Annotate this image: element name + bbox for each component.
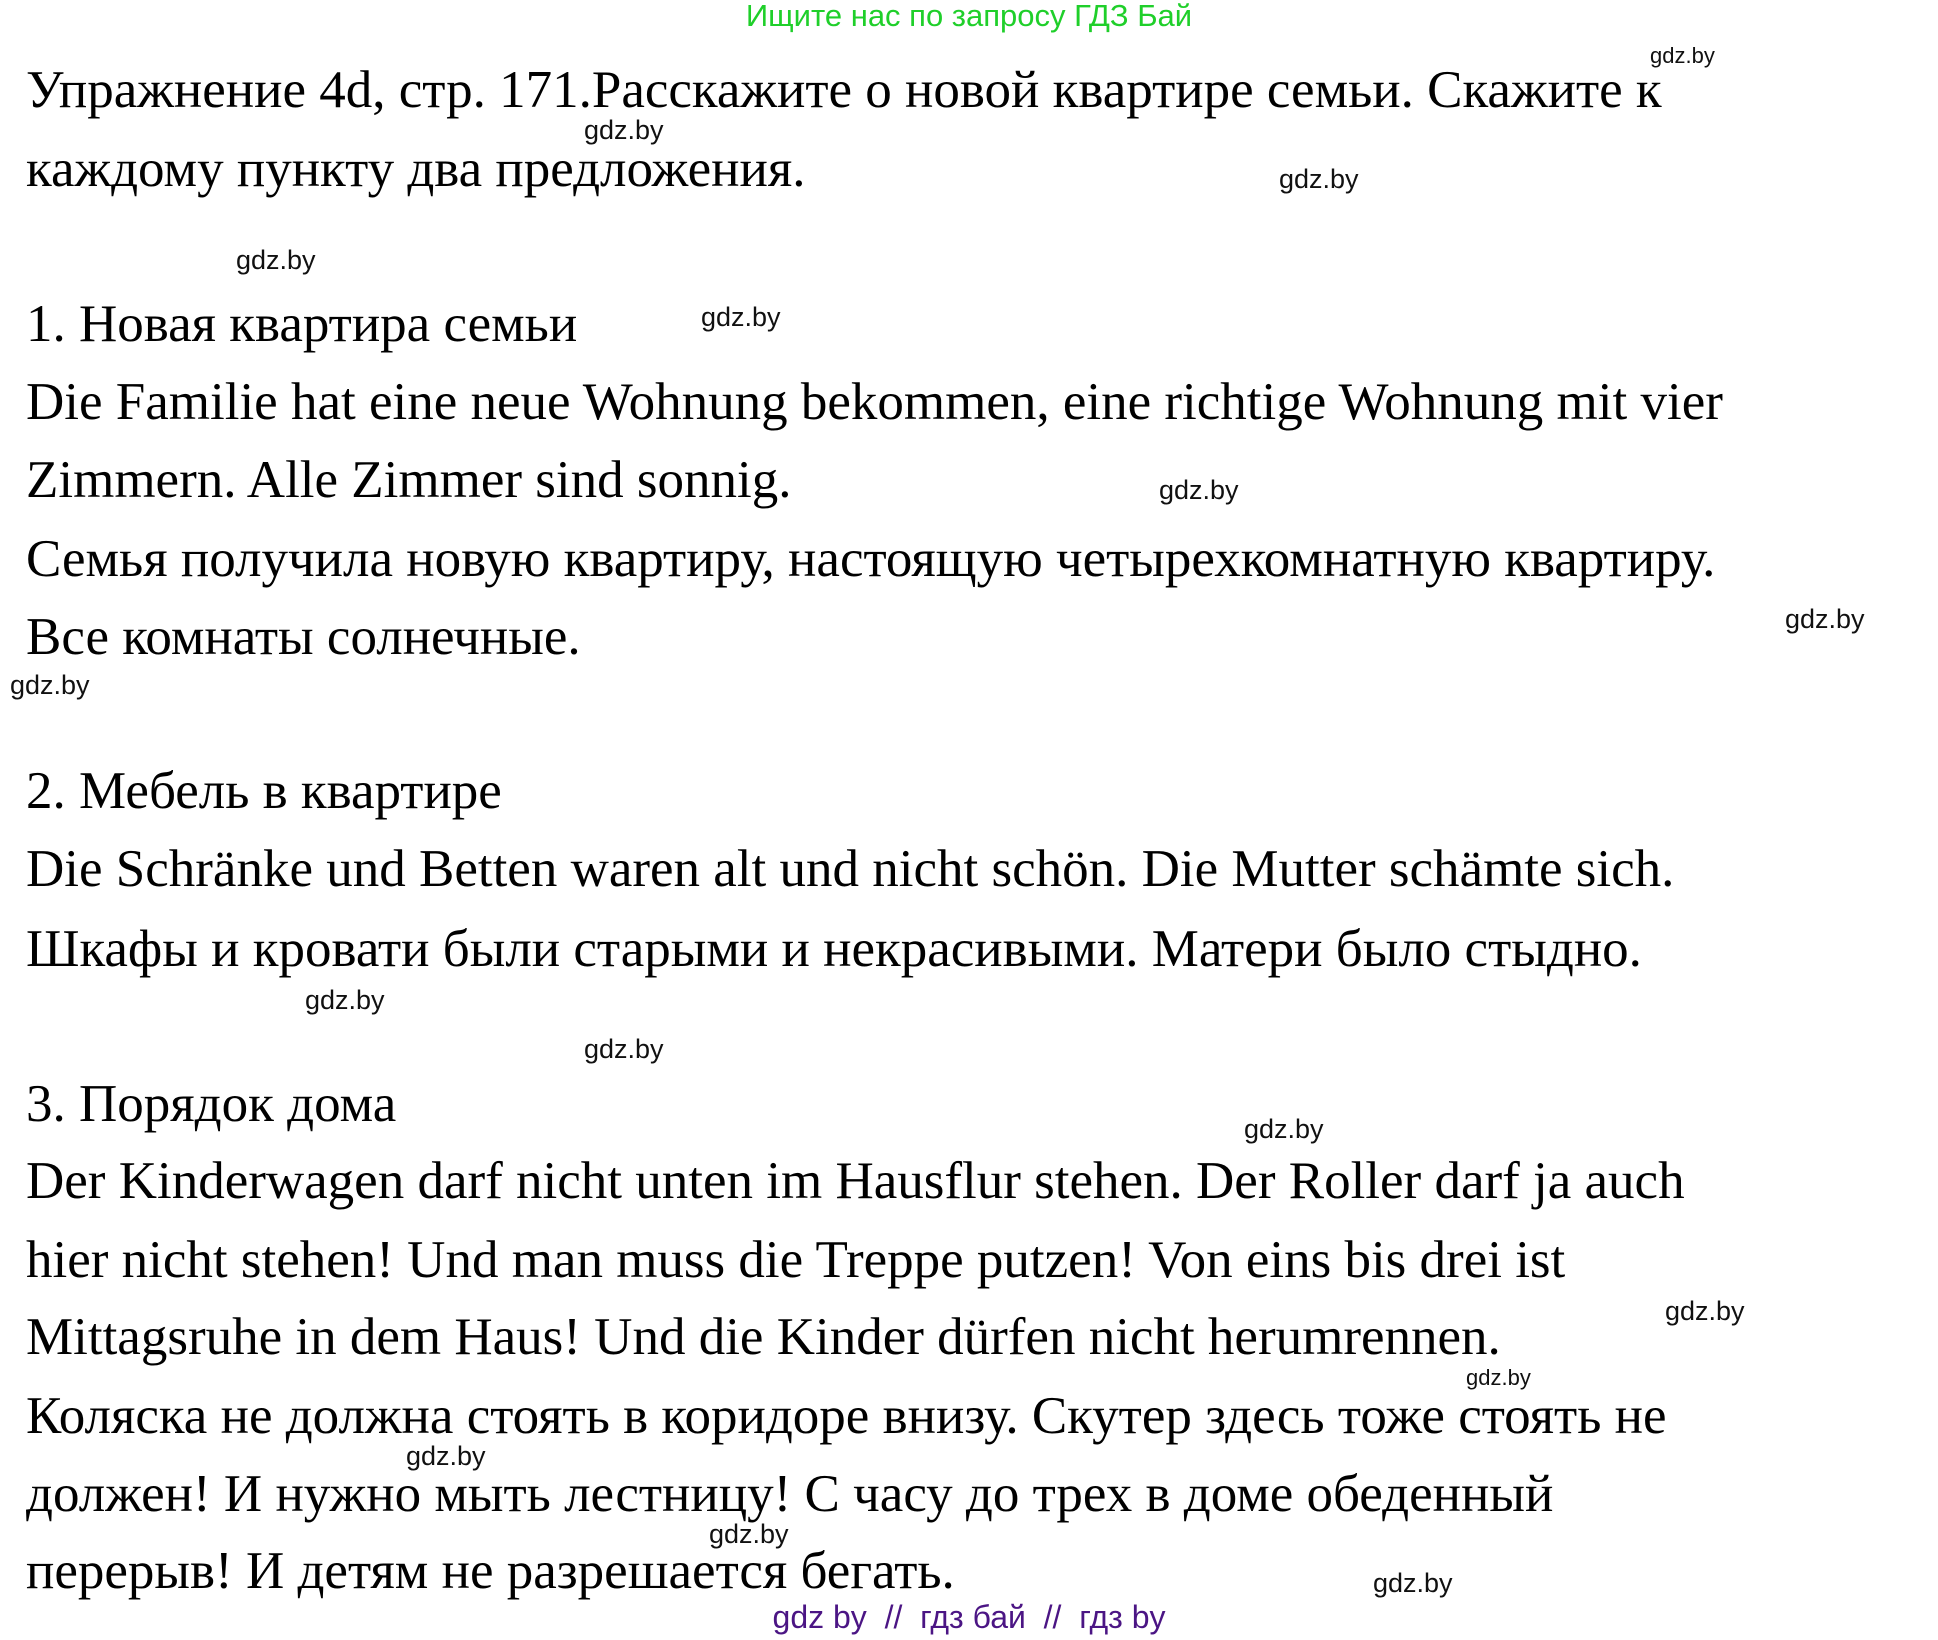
section-1-line-2: Zimmern. Alle Zimmer sind sonnig. — [26, 451, 792, 509]
watermark: gdz.by — [1665, 1296, 1745, 1326]
section-1-line-3: Семья получила новую квартиру, настоящую четырехкомнатную квартиру. — [26, 530, 1716, 588]
watermark: gdz.by — [701, 302, 781, 332]
watermark: gdz.by — [1373, 1568, 1453, 1598]
section-3-line-3: Mittagsruhe in dem Haus! Und die Kinder dürfen nicht herumrennen. — [26, 1308, 1501, 1366]
watermark: gdz.by — [1650, 43, 1715, 68]
section-3-line-4: Коляска не должна стоять в коридоре внизу. Скутер здесь тоже стоять не — [26, 1387, 1667, 1445]
section-1-line-4: Все комнаты солнечные. — [26, 608, 581, 666]
section-3-line-2: hier nicht stehen! Und man muss die Treppe putzen! Von eins bis drei ist — [26, 1231, 1566, 1289]
section-3-line-1: Der Kinderwagen darf nicht unten im Hausflur stehen. Der Roller darf ja auch — [26, 1152, 1685, 1210]
watermark: gdz.by — [305, 985, 385, 1015]
section-3-line-5: должен! И нужно мыть лестницу! С часу до трех в доме обеденный — [26, 1465, 1554, 1523]
section-3-line-6: перерыв! И детям не разрешается бегать. — [26, 1542, 955, 1600]
watermark: gdz.by — [709, 1519, 789, 1549]
footer-links[interactable]: gdz by // гдз бай // гдз by — [772, 1599, 1166, 1635]
section-1-line-1: Die Familie hat eine neue Wohnung bekommen, eine richtige Wohnung mit vier — [26, 373, 1723, 431]
watermark: gdz.by — [10, 670, 90, 700]
watermark: gdz.by — [1466, 1365, 1531, 1390]
watermark: gdz.by — [584, 115, 664, 145]
watermark: gdz.by — [406, 1441, 486, 1471]
watermark: gdz.by — [1159, 475, 1239, 505]
watermark: gdz.by — [584, 1034, 664, 1064]
watermark: gdz.by — [1785, 604, 1865, 634]
section-2-heading: 2. Мебель в квартире — [26, 762, 502, 820]
section-2-line-2: Шкафы и кровати были старыми и некрасивыми. Матери было стыдно. — [26, 920, 1642, 978]
watermark: gdz.by — [1244, 1114, 1324, 1144]
watermark: gdz.by — [1279, 164, 1359, 194]
watermark: gdz.by — [236, 245, 316, 275]
exercise-title-line-1: Упражнение 4d, стр. 171.Расскажите о новой квартире семьи. Скажите к — [26, 61, 1662, 119]
search-banner[interactable]: Ищите нас по запросу ГДЗ Бай — [745, 0, 1193, 33]
section-1-heading: 1. Новая квартира семьи — [26, 295, 578, 353]
section-2-line-1: Die Schränke und Betten waren alt und nicht schön. Die Mutter schämte sich. — [26, 840, 1675, 898]
section-3-heading: 3. Порядок дома — [26, 1075, 397, 1133]
exercise-title-line-2: каждому пункту два предложения. — [26, 140, 806, 198]
